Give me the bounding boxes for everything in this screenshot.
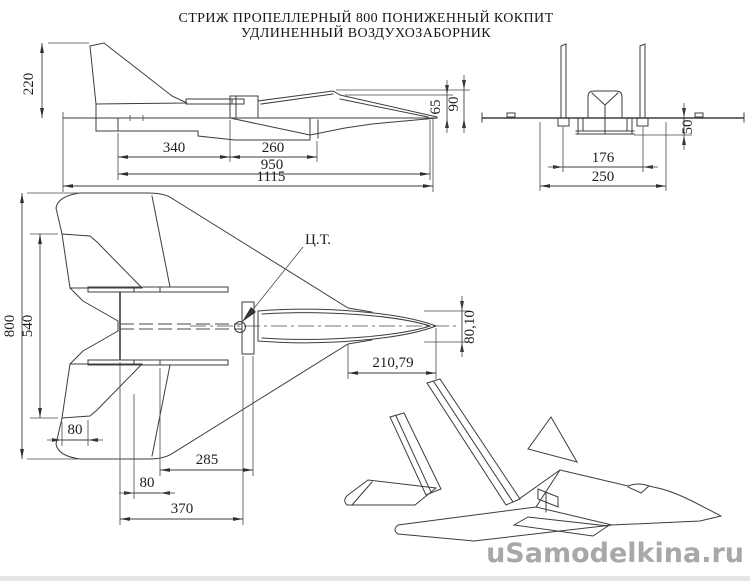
front-view xyxy=(482,44,744,191)
side-belly-outline xyxy=(96,118,437,140)
dim-side-90: 90 xyxy=(446,96,462,112)
dim-front-50: 50 xyxy=(680,119,696,135)
cg-leader-line xyxy=(247,247,303,317)
dim-plan-370: 370 xyxy=(170,501,194,517)
plan-stab-upper xyxy=(62,234,142,288)
side-ext-65-90 xyxy=(336,90,470,95)
side-intake-lines xyxy=(118,118,318,140)
dim-front-250: 250 xyxy=(591,169,615,185)
cg-label: Ц.Т. xyxy=(305,232,331,248)
dim-plan-800: 800 xyxy=(2,314,18,338)
side-view xyxy=(21,43,470,192)
plan-stab-lower xyxy=(62,364,142,418)
dim-side-340: 340 xyxy=(162,140,186,156)
iso-fin-left xyxy=(390,413,441,495)
dim-side-950: 950 xyxy=(260,157,284,173)
dim-side-1115: 1115 xyxy=(256,169,286,185)
plan-prop-hub xyxy=(235,322,246,333)
dim-plan-80-10: 80,10 xyxy=(462,310,478,344)
title-line-1: СТРИЖ ПРОПЕЛЛЕРНЫЙ 800 ПОНИЖЕННЫЙ КОКПИТ xyxy=(178,11,554,26)
dim-side-260: 260 xyxy=(261,140,285,156)
side-ext-340-260 xyxy=(118,120,317,162)
front-canopy-notch xyxy=(592,93,618,134)
plan-te-notch xyxy=(70,288,118,364)
plan-ext-21079 xyxy=(348,328,436,379)
iso-fuselage-bottom xyxy=(612,516,721,525)
front-fin-left xyxy=(558,44,569,126)
dim-plan-540: 540 xyxy=(20,314,36,338)
plan-ext-370 xyxy=(120,356,243,525)
side-fin xyxy=(90,43,187,104)
plan-wing-le-upper xyxy=(173,199,372,312)
plan-view xyxy=(2,193,478,525)
dim-side-65: 65 xyxy=(428,99,444,115)
front-fin-right xyxy=(637,44,648,126)
iso-wing-joint xyxy=(519,470,560,507)
dim-plan-root-80: 80 xyxy=(139,475,155,491)
iso-fin-far xyxy=(528,417,577,462)
iso-fin-center xyxy=(427,379,520,505)
dim-front-176: 176 xyxy=(591,150,615,166)
page-edge-artifact xyxy=(0,576,750,581)
iso-wing xyxy=(395,507,612,541)
watermark-logo: uSamodelkina.ru xyxy=(486,538,744,569)
side-stabilizer xyxy=(186,99,244,104)
title-line-2: УДЛИНЕННЫЙ ВОЗДУХОЗАБОРНИК xyxy=(240,26,492,41)
dim-plan-285: 285 xyxy=(195,452,219,468)
iso-canopy xyxy=(628,486,649,493)
dim-plan-tip-80: 80 xyxy=(67,422,83,438)
iso-elevator-right xyxy=(514,517,608,536)
dim-side-220: 220 xyxy=(21,72,37,96)
plan-wing-le-lower xyxy=(173,340,372,453)
dim-plan-210-79: 210,79 xyxy=(372,355,414,371)
plan-panel-lines xyxy=(152,196,170,456)
drawing-title xyxy=(178,9,553,41)
iso-view xyxy=(345,379,721,541)
iso-stabilizer-left xyxy=(345,480,436,505)
plan-center-slot xyxy=(120,324,242,329)
